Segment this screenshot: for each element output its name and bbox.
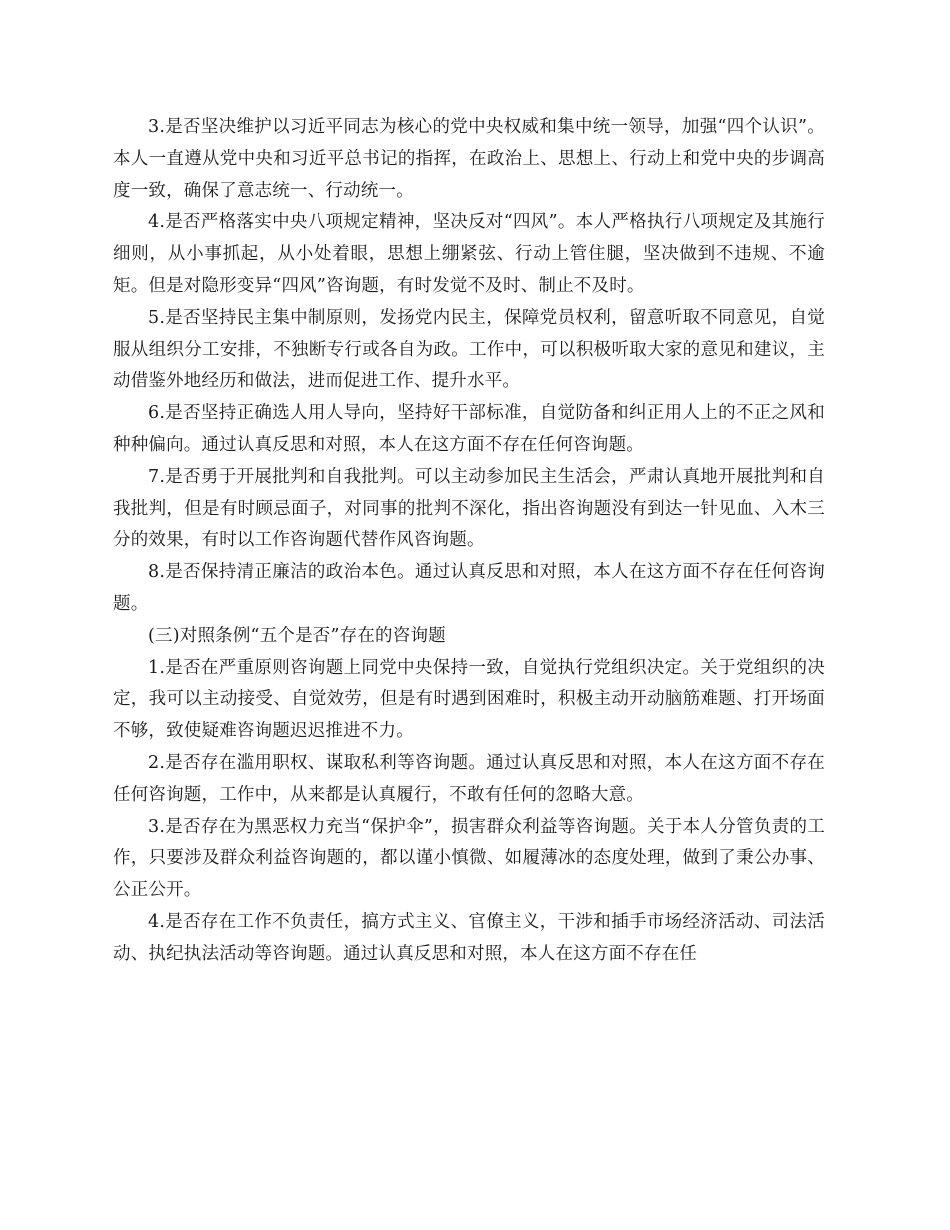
paragraph-item-3: 3.是否坚决维护以习近平同志为核心的党中央权威和集中统一领导，加强“四个认识”。本人一直遵从党中央和习近平总书记的指挥，在政治上、思想上、行动上和党中央的步调高度一致，确保了意志统一、行动统一。 [113,117,825,201]
paragraph-item-6: 6.是否坚持正确选人用人导向，坚持好干部标准，自觉防备和纠正用人上的不正之风和种种偏向。通过认真反思和对照，本人在这方面不存在任何咨询题。 [113,403,825,455]
paragraph-section3-item-3: 3.是否存在为黑恶权力充当“保护伞”，损害群众利益等咨询题。关于本人分管负责的工作，只要涉及群众利益咨询题的，都以谨小慎微、如履薄冰的态度处理，做到了秉公办事、公正公开。 [113,816,825,901]
section-heading-three: (三)对照条例“五个是否”存在的咨询题 [148,625,446,646]
paragraph-section3-item-4: 4.是否存在工作不负责任，搞方式主义、官僚主义，干涉和插手市场经济活动、司法活动、执纪执法活动等咨询题。通过认真反思和对照，本人在这方面不存在任 [113,911,825,964]
paragraph-item-8: 8.是否保持清正廉洁的政治本色。通过认真反思和对照，本人在这方面不存在任何咨询题。 [113,562,825,614]
paragraph-section3-item-1: 1.是否在严重原则咨询题上同党中央保持一致，自觉执行党组织决定。关于党组织的决定，我可以主动接受、自觉效劳，但是有时遇到困难时，积极主动开动脑筋难题、打开场面不够，致使疑难咨询题迟迟推进不力。 [113,657,825,742]
paragraph-item-7: 7.是否勇于开展批判和自我批判。可以主动参加民主生活会，严肃认真地开展批判和自我批判，但是有时顾忌面子，对同事的批判不深化，指出咨询题没有到达一针见血、入木三分的效果，有时以工作咨询题代替作风咨询题。 [113,466,825,551]
paragraph-item-4: 4.是否严格落实中央八项规定精神，坚决反对“四风”。本人严格执行八项规定及其施行细则，从小事抓起，从小处着眼，思想上绷紧弦、行动上管住腿，坚决做到不违规、不逾矩。但是对隐形变异“四风”咨询题，有时发觉不及时、制止不及时。 [113,212,825,296]
document-body [113,112,825,971]
paragraph-section3-item-2: 2.是否存在滥用职权、谋取私利等咨询题。通过认真反思和对照，本人在这方面不存在任何咨询题，工作中，从来都是认真履行，不敢有任何的忽略大意。 [113,752,825,805]
paragraph-item-5: 5.是否坚持民主集中制原则，发扬党内民主，保障党员权利，留意听取不同意见，自觉服从组织分工安排，不独断专行或各自为政。工作中，可以积极听取大家的意见和建议，主动借鉴外地经历和做法，进而促进工作、提升水平。 [113,307,825,392]
